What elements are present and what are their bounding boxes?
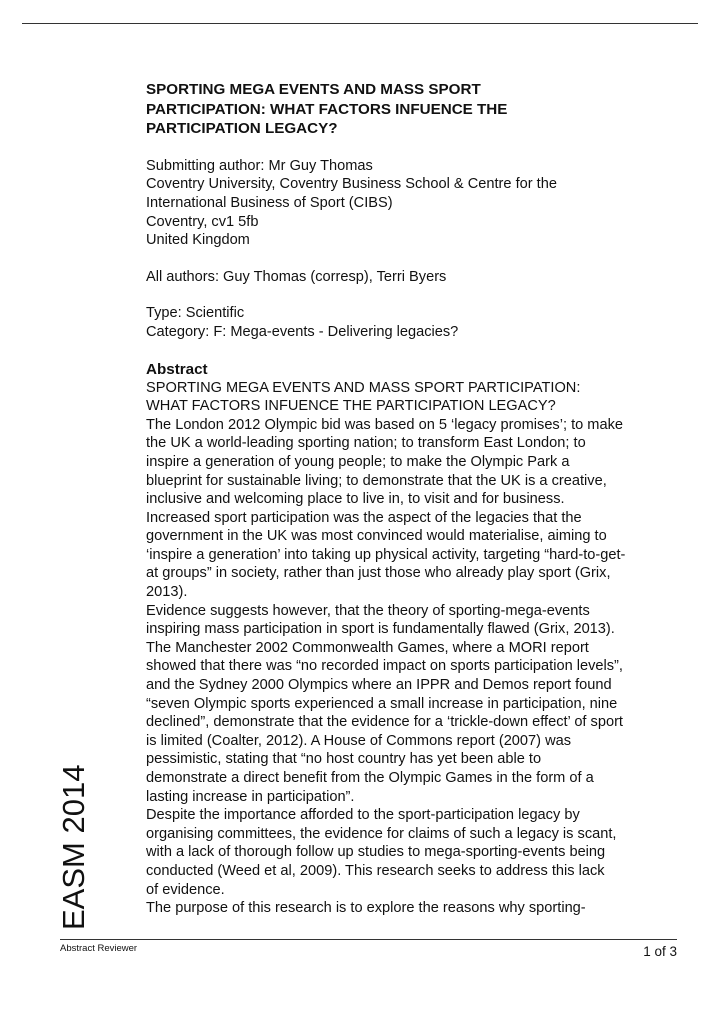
abstract-line: lasting increase in participation”. bbox=[146, 788, 355, 805]
all-authors bbox=[146, 268, 666, 287]
abstract-line: inspire a generation of young people; to make the Olympic Park a bbox=[146, 453, 570, 470]
abstract-body bbox=[146, 379, 666, 918]
abstract-line: declined”, demonstrate that the evidence for a ‘trickle-down effect’ of sport bbox=[146, 714, 623, 731]
abstract-line: demonstrate a direct benefit from the Olympic Games in the form of a bbox=[146, 770, 594, 786]
type-block bbox=[146, 304, 666, 341]
abstract-line: at groups” in society, rather than just those who already play sport (Grix, bbox=[146, 565, 611, 582]
abstract-line: inspiring mass participation in sport is fundamentally flawed (Grix, 2013). bbox=[146, 621, 615, 638]
abstract-line: inclusive and welcoming place to live in, to visit and for business. bbox=[146, 491, 565, 508]
type-line: Type: Scientific bbox=[146, 305, 245, 322]
abstract-line: the UK a world-leading sporting nation; to transform East London; to bbox=[146, 435, 586, 452]
abstract-line: showed that there was “no recorded impact on sports participation levels”, bbox=[146, 658, 623, 675]
all-authors-text: All authors: Guy Thomas (corresp), Terri Byers bbox=[146, 268, 447, 285]
category-line: Category: F: Mega-events - Delivering legacies? bbox=[146, 323, 459, 340]
abstract-line: of evidence. bbox=[146, 881, 225, 898]
abstract-line: The Manchester 2002 Commonwealth Games, where a MORI report bbox=[146, 639, 589, 656]
footer-reviewer-label: Abstract Reviewer bbox=[60, 943, 138, 954]
affiliation-line: Coventry University, Coventry Business School & Centre for the bbox=[146, 176, 557, 193]
abstract-line: government in the UK was most convinced would materialise, aiming to bbox=[146, 528, 607, 545]
abstract-line: The London 2012 Olympic bid was based on 5 ‘legacy promises’; to make bbox=[146, 416, 623, 433]
title-line: SPORTING MEGA EVENTS AND MASS SPORT bbox=[146, 81, 481, 98]
abstract-line: “seven Olympic sports experienced a small increase in participation, nine bbox=[146, 695, 618, 712]
abstract-line: and the Sydney 2000 Olympics where an IPPR and Demos report found bbox=[146, 677, 612, 694]
abstract-line: Evidence suggests however, that the theory of sporting-mega-events bbox=[146, 602, 590, 619]
author-block bbox=[146, 157, 666, 250]
abstract-line: blueprint for sustainable living; to demonstrate that the UK is a creative, bbox=[146, 472, 607, 489]
abstract-line: 2013). bbox=[146, 584, 188, 601]
abstract-line: Increased sport participation was the aspect of the legacies that the bbox=[146, 509, 582, 526]
abstract-line: WHAT FACTORS INFUENCE THE PARTICIPATION LEGACY? bbox=[146, 398, 556, 415]
abstract-line: organising committees, the evidence for claims of such a legacy is scant, bbox=[146, 825, 617, 842]
abstract-line: conducted (Weed et al, 2009). This research seeks to address this lack bbox=[146, 862, 605, 879]
top-rule bbox=[22, 23, 698, 24]
submitting-author: Submitting author: Mr Guy Thomas bbox=[146, 157, 373, 174]
country-line: United Kingdom bbox=[146, 232, 250, 249]
page-number: 1 of 3 bbox=[643, 944, 677, 959]
footer-rule bbox=[60, 939, 677, 940]
abstract-document bbox=[146, 80, 666, 918]
abstract-heading: Abstract bbox=[146, 360, 208, 378]
abstract-line: SPORTING MEGA EVENTS AND MASS SPORT PARTICIPATION: bbox=[146, 379, 581, 396]
abstract-line: pessimistic, stating that “no host country has yet been able to bbox=[146, 751, 542, 768]
title-line: PARTICIPATION LEGACY? bbox=[146, 120, 338, 138]
abstract-line: ‘inspire a generation’ into taking up physical activity, targeting “hard-to-get- bbox=[146, 546, 626, 563]
abstract-line: is limited (Coalter, 2012). A House of Commons report (2007) was bbox=[146, 732, 572, 749]
document-title bbox=[146, 80, 666, 139]
affiliation-line: International Business of Sport (CIBS) bbox=[146, 194, 393, 211]
abstract-line: with a lack of thorough follow up studies to mega-sporting-events being bbox=[146, 844, 606, 861]
address-line: Coventry, cv1 5fb bbox=[146, 213, 259, 230]
abstract-line: Despite the importance afforded to the sport-participation legacy by bbox=[146, 807, 580, 824]
side-label-text: EASM 2014 bbox=[56, 764, 91, 930]
title-line: PARTICIPATION: WHAT FACTORS INFUENCE THE bbox=[146, 100, 508, 118]
abstract-line: The purpose of this research is to explore the reasons why sporting- bbox=[146, 900, 586, 917]
